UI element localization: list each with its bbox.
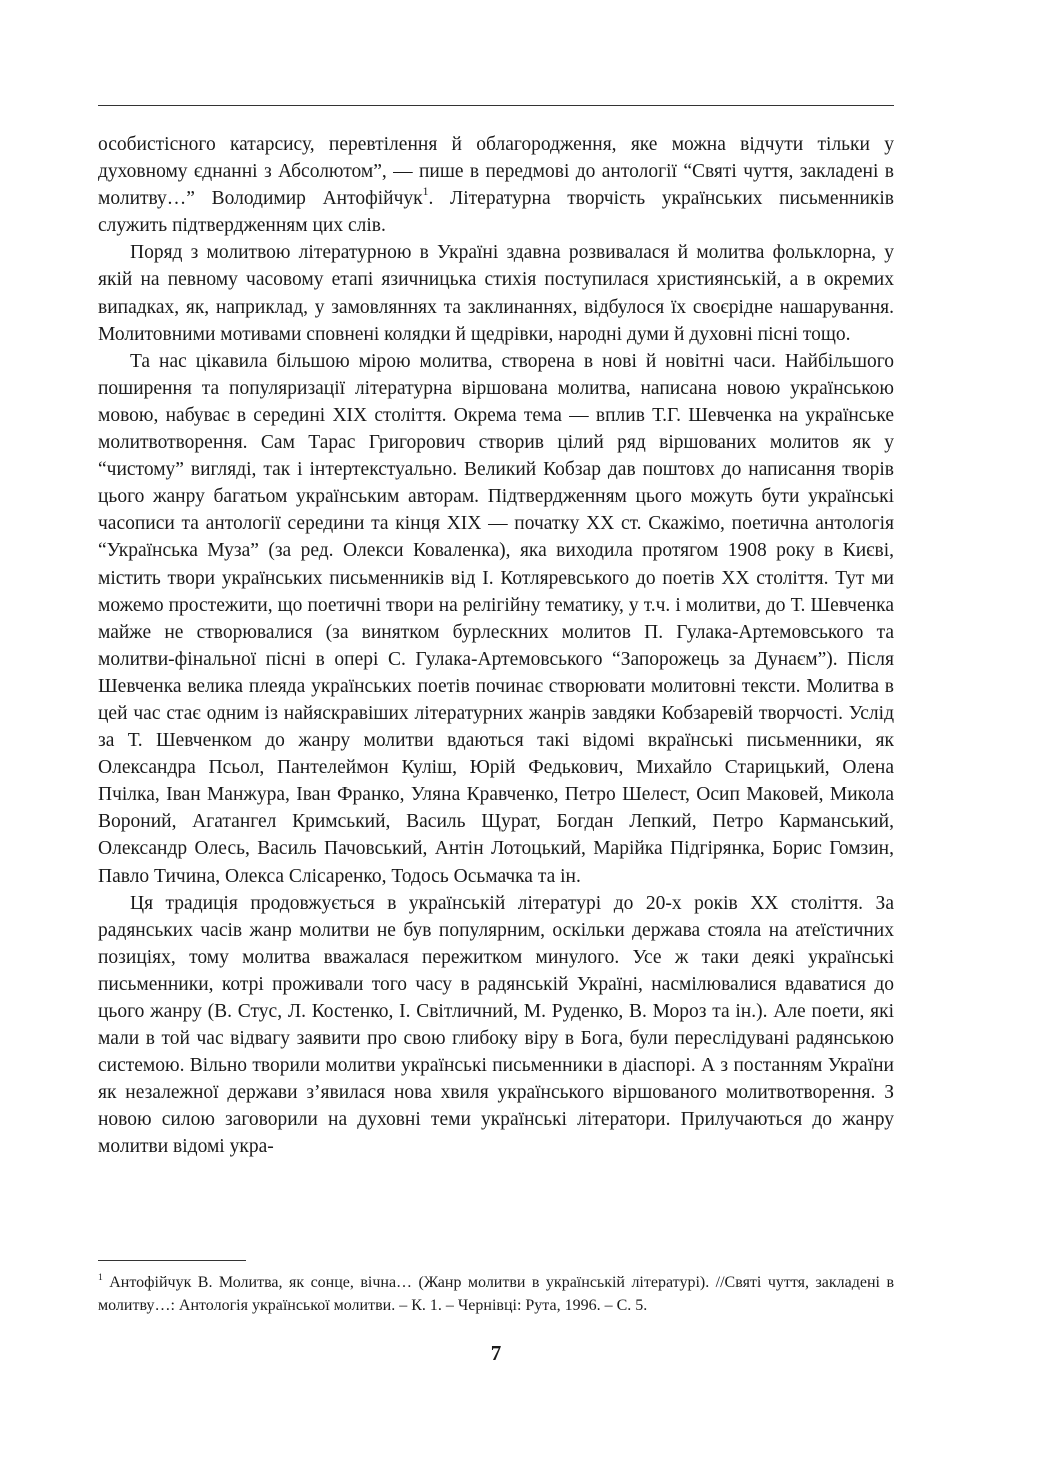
paragraph-1-text-after: . Літературна творчість українських письменників служить підтвердженням цих слів.	[98, 188, 894, 237]
book-page	[98, 0, 894, 1459]
footnote-1	[98, 1271, 894, 1317]
footnote-1-text: Антофійчук В. Молитва, як сонце, вічна… (Жанр молитви в українській літературі). //Святі чуття, закладені в молитву…: Антологія української молитви. – К. 1. – Чернівці: Рута, 1996. – С. 5.	[98, 1274, 894, 1314]
page-number: 7	[490, 1341, 502, 1365]
paragraph-4: Ця традиція продовжується в українській літературі до 20-х років XX століття. За радянських часів жанр молитви не був популярним, оскільки держава стояла на атеїстичних позиціях, тому молитва вважалася пережитком минулого. Усе ж таки деякі українські письменники, котрі проживали того часу в радянській Україні, насмілювалися вдаватися до цього жанру (В. Стус, Л. Костенко, І. Світличний, М. Руденко, В. Мороз та ін.). Але поети, які мали в той час відвагу заявити про свою глибоку віру в Бога, були переслідувані радянською системою. Вільно творили молитви українські письменники в діаспорі. А з постанням України як незалежної держави з’явилася нова хвиля українського віршованого молитвотворення. З новою силою заговорили на духовні теми українські літератори. Прилучаються до жанру молитви відомі укра-	[98, 892, 894, 1158]
paragraph-1	[98, 131, 894, 239]
paragraph-2: Поряд з молитвою літературною в Україні здавна розвивалася й молитва фольклорна, у якій на певному часовому етапі язичницька стихія поступилася християнській, а в окремих випадках, як, наприклад, у замовляннях та заклинаннях, відбулося їх своєрідне нашарування. Молитовними мотивами сповнені колядки й щедрівки, народні думи й духовні пісні тощо.	[98, 242, 894, 345]
paragraph-1-text-before: особистісного катарсису, перевтілення й облагородження, яке можна відчути тільки у духовному єднанні з Абсолютом”, — пише в передмові до антології “Святі чуття, закладені в молитву…” Володимир Антофійчук	[98, 134, 894, 210]
header-rule	[98, 105, 894, 106]
footnotes	[98, 1271, 894, 1317]
footnote-rule	[98, 1260, 246, 1261]
footnote-ref-1: 1	[422, 185, 429, 199]
body-text	[98, 131, 894, 1161]
paragraph-3: Та нас цікавила більшою мірою молитва, створена в нові й новітні часи. Найбільшого поширення та популяризації літературна віршована молитва, написана новою українською мовою, набуває в середині XIX століття. Окрема тема — вплив Т.Г. Шевченка на українське молитвотворення. Сам Тарас Григорович створив цілий ряд віршованих молитов як у “чистому” вигляді, так і інтертекстуально. Великий Кобзар дав поштовх до написання творів цього жанру багатьом українським авторам. Підтвердженням цього можуть бути українські часописи та антології середини та кінця XIX — початку XX ст. Скажімо, поетична антологія “Українська Муза” (за ред. Олекси Коваленка), яка виходила протягом 1908 року в Києві, містить твори українських письменників від І. Котляревського до поетів XX століття. Тут ми можемо простежити, що поетичні твори на релігійну тематику, у т.ч. і молитви, до Т. Шевченка майже не створювалися (за винятком бурлескних молитов П. Гулака-Артемовського та молитви-фінальної пісні в опері С. Гулака-Артемовського “Запорожець за Дунаєм”). Після Шевченка велика плеяда українських поетів починає створювати молитовні тексти. Молитва в цей час стає одним із найяскравіших літературних жанрів завдяки Кобзаревій творчості. Услід за Т. Шевченком до жанру молитви вдаються такі відомі вкраїнські письменники, як Олександра Псьол, Пантелеймон Куліш, Юрій Федькович, Михайло Старицький, Олена Пчілка, Іван Манжура, Іван Франко, Уляна Кравченко, Петро Шелест, Осип Маковей, Микола Вороний, Агатангел Кримський, Василь Щурат, Богдан Лепкий, Петро Карманський, Олександр Олесь, Василь Пачовський, Антін Лотоцький, Марійка Підгірянка, Борис Гомзин, Павло Тичина, Олекса Слісаренко, Тодось Осьмачка та ін.	[98, 350, 894, 887]
footnote-mark-1: 1	[98, 1271, 103, 1283]
